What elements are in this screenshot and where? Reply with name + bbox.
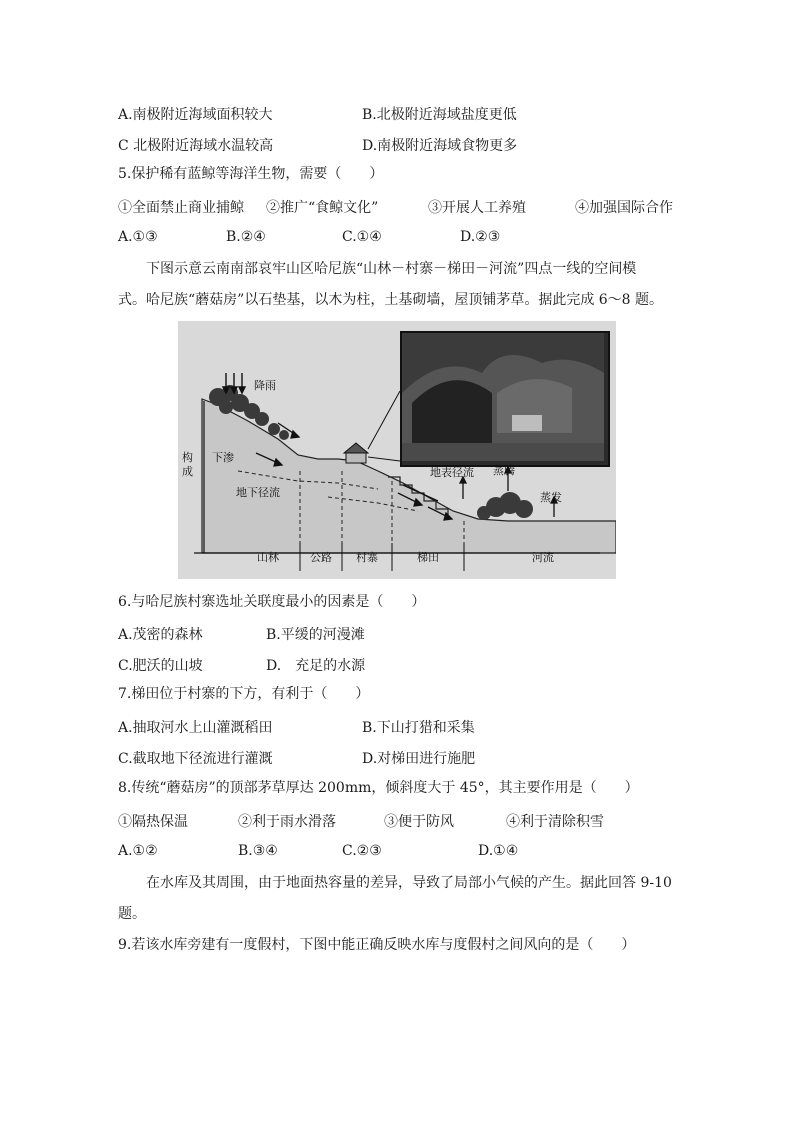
q6-stem: 6.与哈尼族村寨选址关联度最小的因素是（ ） [118, 594, 426, 610]
zone-road: 公路 [310, 551, 332, 564]
label-rain: 降雨 [254, 379, 276, 392]
label-transpiration: 蒸腾 [493, 464, 515, 477]
zone-terraces: 梯田 [417, 551, 439, 564]
zone-river: 河流 [532, 551, 554, 564]
q5-option-b: B.②④ [226, 229, 266, 245]
zone-village: 村寨 [356, 551, 378, 564]
q5-option-d: D.②③ [460, 229, 501, 245]
q7-option-a: A.抽取河水上山灌溉稻田 [118, 720, 273, 736]
zone-mountain-forest: 山林 [257, 551, 279, 564]
q9-stem: 9.若该水库旁建有一度假村，下图中能正确反映水库与度假村之间风向的是（ ） [118, 937, 636, 953]
q5-item-2: ②推广“食鲸文化” [266, 200, 379, 216]
q4-option-c: C 北极附近海域水温较高 [118, 138, 274, 154]
label-composition: 构成 [182, 451, 193, 478]
q6-option-a: A.茂密的森林 [118, 627, 203, 643]
q5-item-4: ④加强国际合作 [575, 200, 673, 216]
q8-option-d: D.①④ [478, 843, 519, 859]
q6-option-c: C.肥沃的山坡 [118, 658, 203, 674]
q8-stem: 8.传统“蘑菇房”的顶部茅草厚达 200mm，倾斜度大于 45°，其主要作用是（ ） [118, 780, 639, 796]
q7-option-b: B.下山打猎和采集 [362, 720, 475, 736]
q6-option-b: B.平缓的河漫滩 [266, 627, 365, 643]
q4-option-a: A.南极附近海域面积较大 [118, 107, 273, 123]
q8-item-1: ①隔热保温 [118, 814, 188, 830]
label-infiltration: 下渗 [212, 451, 234, 464]
q8-option-c: C.②③ [342, 843, 382, 859]
intro-6-8-line2: 式。哈尼族“蘑菇房”以石垫基，以木为柱，土基砌墙，屋顶铺茅草。据此完成 6～8 题。 [118, 292, 664, 308]
label-evaporation: 蒸发 [540, 491, 562, 504]
intro-9-10-line1: 在水库及其周围，由于地面热容量的差异，导致了局部小气候的产生。据此回答 9-10 [146, 875, 672, 891]
q5-item-3: ③开展人工养殖 [428, 200, 526, 216]
q4-option-b: B.北极附近海域盐度更低 [362, 107, 517, 123]
hani-landscape-figure [178, 321, 616, 579]
q5-item-1: ①全面禁止商业捕鲸 [118, 200, 244, 216]
intro-9-10-line2: 题。 [118, 906, 146, 922]
label-groundwater-flow: 地下径流 [236, 486, 280, 499]
q7-option-c: C.截取地下径流进行灌溉 [118, 751, 273, 767]
q5-stem: 5.保护稀有蓝鲸等海洋生物，需要（ ） [118, 166, 384, 182]
q4-option-d: D.南极附近海域食物更多 [362, 138, 518, 154]
q8-option-b: B.③④ [238, 843, 278, 859]
label-surface-flow: 地表径流 [430, 466, 474, 479]
q8-option-a: A.①② [118, 843, 158, 859]
q5-option-c: C.①④ [342, 229, 382, 245]
intro-6-8-line1: 下图示意云南南部哀牢山区哈尼族“山林－村寨－梯田－河流”四点一线的空间模 [146, 261, 637, 277]
q7-stem: 7.梯田位于村寨的下方，有利于（ ） [118, 686, 370, 702]
q8-item-3: ③便于防风 [384, 814, 454, 830]
q8-item-4: ④利于清除积雪 [506, 814, 604, 830]
q8-item-2: ②利于雨水滑落 [238, 814, 336, 830]
q5-option-a: A.①③ [118, 229, 158, 245]
q6-option-d: D. 充足的水源 [266, 658, 366, 674]
q7-option-d: D.对梯田进行施肥 [362, 751, 476, 767]
mushroom-house-photo [400, 331, 610, 467]
